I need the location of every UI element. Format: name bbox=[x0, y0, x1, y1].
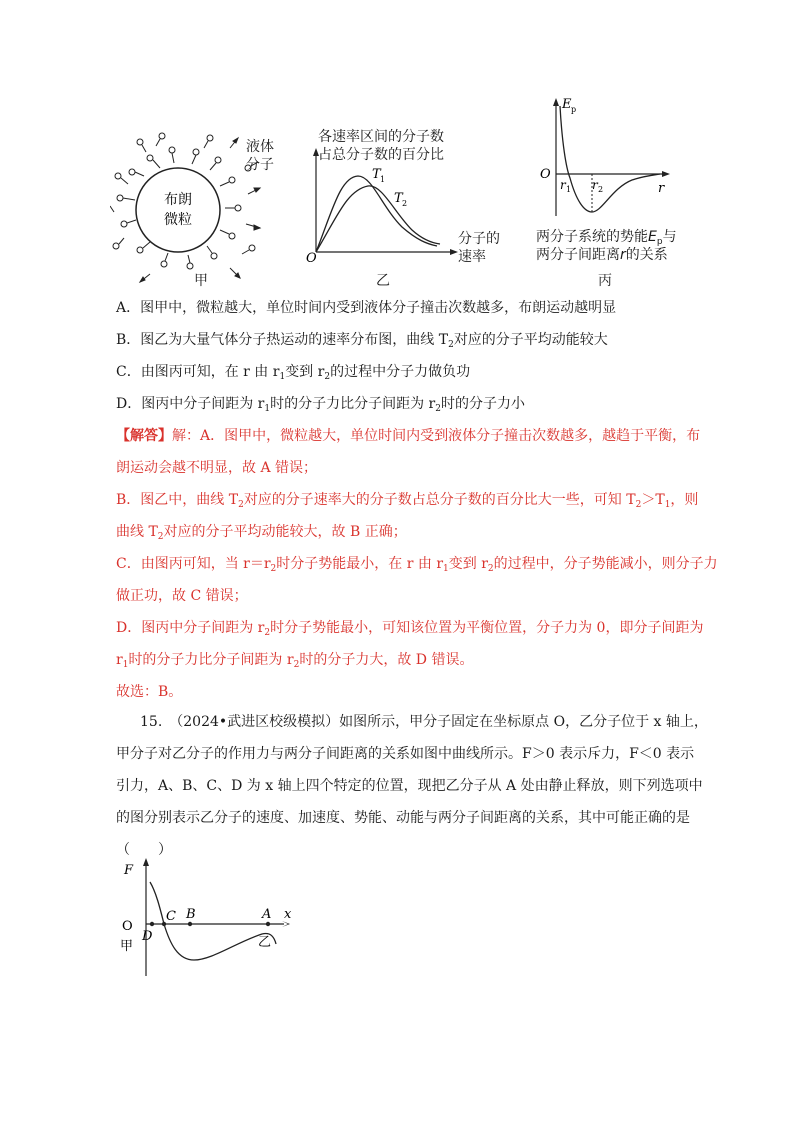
r1-sub: 1 bbox=[566, 185, 572, 194]
q15-x-label: x bbox=[284, 907, 292, 922]
option-b: B．图乙为大量气体分子热运动的速率分布图，曲线 $T_2$对应的分子平均动能较大 bbox=[116, 332, 608, 350]
ep-curve bbox=[560, 106, 660, 212]
q15-o-label: O bbox=[122, 919, 133, 934]
option-a: A．图甲中，微粒越大，单位时间内受到液体分子撞击次数越多，布朗运动越明显 bbox=[116, 300, 617, 316]
answer-line-2: 朗运动会越不明显，故 A 错误； bbox=[116, 460, 318, 476]
q15-c-label: C bbox=[166, 909, 176, 924]
point-d bbox=[150, 922, 154, 926]
brownian-particle bbox=[136, 168, 220, 252]
answer-line-4: 曲线 $T_2$对应的分子平均动能较大，故 B 正确； bbox=[116, 524, 407, 542]
t2-sub: 2 bbox=[402, 199, 408, 208]
q15-line-5: （ ） bbox=[116, 842, 172, 858]
yi-xlabel-2: 速率 bbox=[458, 249, 486, 265]
answer-line-5: C．由图丙可知，当 $r=r_2$时分子势能最小，在 r 由 $r_1$变到 $r_2$的过程中，分子势能减小，则分子力 bbox=[116, 556, 718, 574]
yi-ylabel-2: 占总分子数的百分比 bbox=[318, 147, 444, 163]
yi-ylabel-1: 各速率区间的分子数 bbox=[318, 129, 444, 145]
bing-desc-2: 两分子间距离r的关系 bbox=[536, 247, 668, 263]
particle-label-2: 微粒 bbox=[164, 212, 192, 228]
answer-line-7: D．图丙中分子间距为 $r_2$时分子势能最小，可知该位置为平衡位置，分子力为 0，即分子间距为 bbox=[116, 620, 704, 638]
r2-sub: 2 bbox=[598, 185, 604, 194]
caption-yi: 乙 bbox=[376, 273, 390, 289]
answer-line-3: B．图乙中，曲线 $T_2$对应的分子速率大的分子数占总分子数的百分比大一些，可知 $T_2>T_1$，则 bbox=[116, 492, 699, 510]
q15-a-label: A bbox=[262, 907, 272, 922]
curve-t1 bbox=[316, 176, 437, 252]
particle-label-1: 布朗 bbox=[164, 192, 192, 208]
t1-sub: 1 bbox=[380, 175, 386, 184]
bing-desc-1: 两分子系统的势能$E_p$与 bbox=[536, 229, 677, 247]
q15-jia-label: 甲 bbox=[120, 939, 134, 954]
bing-origin: O bbox=[540, 167, 551, 182]
curve-t2 bbox=[316, 186, 440, 252]
origin-label: O bbox=[306, 251, 317, 266]
q15-yi-label: 乙 bbox=[258, 935, 272, 950]
figure-q15 bbox=[112, 852, 312, 982]
q15-d-label: D bbox=[142, 929, 153, 944]
q15-line-4: 的图分别表示乙分子的速度、加速度、势能、动能与两分子间距离的关系，其中可能正确的是 bbox=[116, 810, 690, 826]
caption-jia: 甲 bbox=[194, 273, 208, 289]
q15-line-1: 15. （2024•武进区校级模拟）如图所示，甲分子固定在坐标原点 O，乙分子位于 x 轴上， bbox=[140, 714, 708, 730]
t1-label: T bbox=[372, 167, 381, 182]
q15-line-2: 甲分子对乙分子的作用力与两分子间距离的关系如图中曲线所示。F＞0 表示斥力，F＜0 表示 bbox=[116, 746, 695, 762]
r2-label: r bbox=[592, 178, 598, 192]
answer-tag: 【解答】 bbox=[116, 428, 172, 444]
bing-xlabel: r bbox=[658, 181, 665, 196]
point-a bbox=[266, 922, 270, 926]
q15-line-3: 引力，A、B、C、D 为 x 轴上四个特定的位置，现把乙分子从 A 处由静止释放，则下列选项中 bbox=[116, 778, 703, 794]
q15-b-label: B bbox=[186, 907, 196, 922]
liquid-label-2: 分子 bbox=[246, 157, 274, 173]
caption-bing: 丙 bbox=[598, 273, 612, 289]
answer-line-1: 【解答】解：A．图甲中，微粒越大，单位时间内受到液体分子撞击次数越多，越趋于平衡，布 bbox=[116, 428, 701, 444]
bing-ylabel: E bbox=[562, 97, 572, 112]
answer-line-8: $r_1$时的分子力比分子间距为 $r_2$时的分子力大，故 D 错误。 bbox=[116, 652, 474, 670]
q15-f-label: F bbox=[124, 863, 134, 878]
answer-choice: 故选：B。 bbox=[116, 684, 183, 700]
figure-bing bbox=[536, 92, 686, 224]
t2-label: T bbox=[394, 191, 403, 206]
option-c: C．由图丙可知，在 r 由 $r_1$变到 $r_2$的过程中分子力做负功 bbox=[116, 364, 471, 382]
option-d: D．图丙中分子间距为 $r_1$时的分子力比分子间距为 $r_2$时的分子力小 bbox=[116, 396, 525, 414]
point-b bbox=[188, 922, 192, 926]
r1-label: r bbox=[560, 178, 566, 192]
bing-ylabel-sub: p bbox=[571, 105, 577, 114]
yi-xlabel-1: 分子的 bbox=[458, 231, 500, 247]
answer-line-6: 做正功，故 C 错误； bbox=[116, 588, 248, 604]
liquid-label-1: 液体 bbox=[246, 139, 274, 155]
